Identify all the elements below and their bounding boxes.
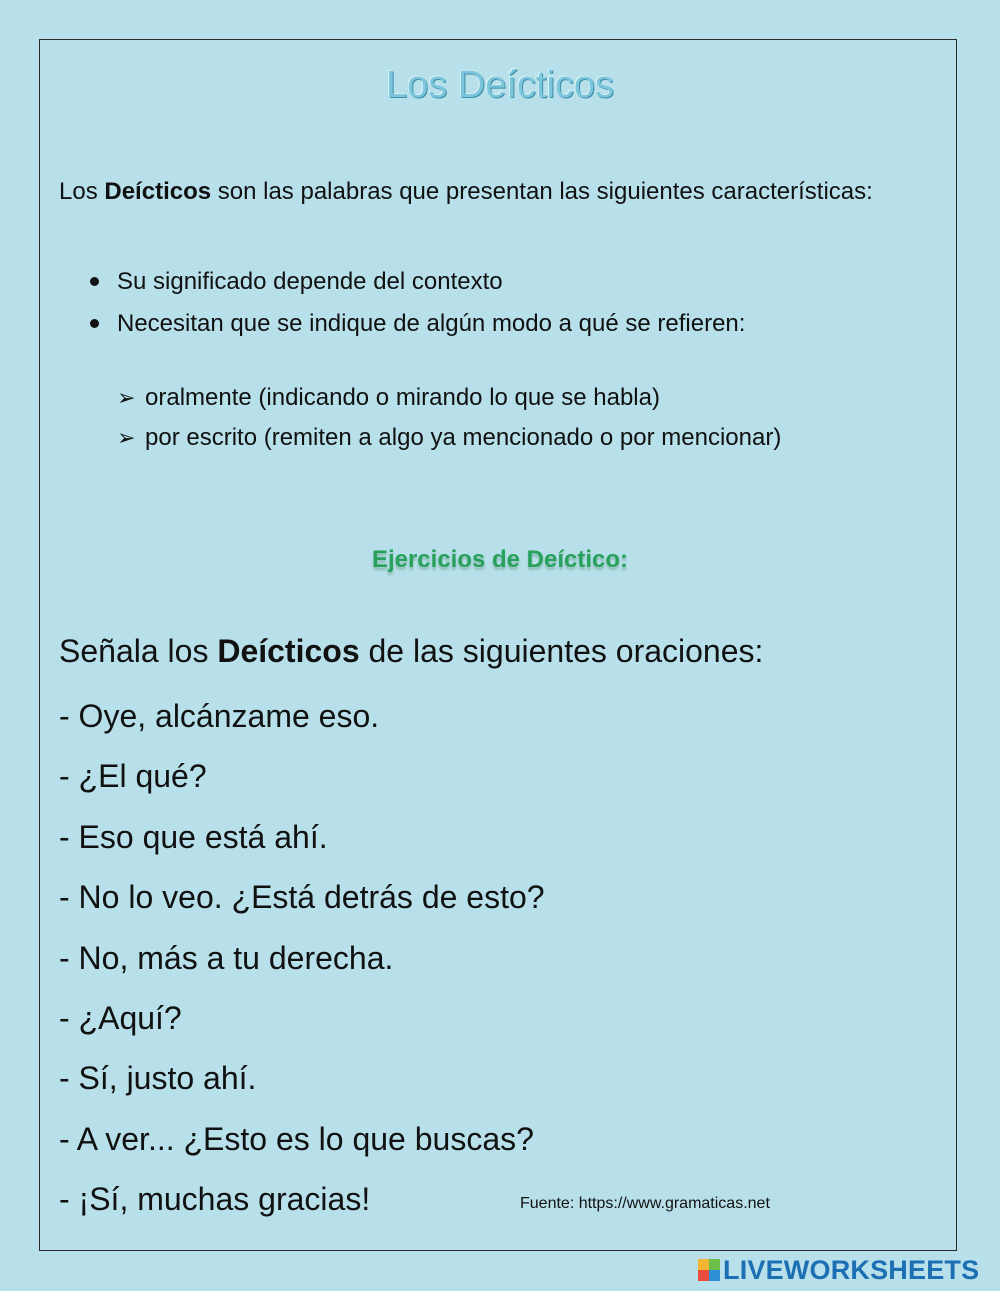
intro-post: son las palabras que presentan las siguientes características: — [211, 178, 873, 205]
logo-cell — [698, 1270, 709, 1281]
exercise-prompt: Señala los Deícticos de las siguientes oraciones: — [59, 633, 764, 669]
list-item: ➢ por escrito (remiten a algo ya mencionado o por mencionar) — [117, 419, 781, 459]
dialog-line[interactable]: - ¡Sí, muchas gracias! — [59, 1181, 371, 1218]
dialog-lines — [59, 694, 545, 1238]
brand-name: LIVEWORKSHEETS — [723, 1254, 980, 1285]
intro-paragraph — [59, 172, 879, 212]
exercise-title: Ejercicios de Deíctico: — [371, 546, 629, 573]
dialog-line[interactable]: - Eso que está ahí. — [59, 818, 328, 855]
list-item: Su significado depende del contexto — [90, 263, 745, 305]
logo-cell — [709, 1270, 720, 1281]
liveworksheets-logo — [698, 1255, 979, 1285]
source-credit: Fuente: https://www.gramaticas.net — [520, 1195, 770, 1212]
logo-cell — [709, 1259, 720, 1270]
dialog-line[interactable]: - A ver... ¿Esto es lo que buscas? — [59, 1120, 534, 1157]
dialog-line[interactable]: - No, más a tu derecha. — [59, 939, 394, 976]
page-title: Los Deícticos — [385, 64, 615, 106]
dialog-line[interactable]: - ¿El qué? — [59, 758, 207, 795]
bullet-dot-icon — [90, 277, 99, 286]
dialog-line[interactable]: - ¿Aquí? — [59, 999, 182, 1036]
arrow-bullet-icon: ➢ — [117, 385, 136, 410]
logo-cell — [698, 1259, 709, 1270]
list-item: ➢ oralmente (indicando o mirando lo que se habla) — [117, 379, 781, 419]
dialog-line[interactable]: - Oye, alcánzame eso. — [59, 698, 380, 734]
bullet-dot-icon — [90, 319, 99, 328]
list-item: Necesitan que se indique de algún modo a qué se refieren: — [90, 305, 745, 347]
characteristics-list — [90, 263, 745, 347]
arrow-bullet-icon: ➢ — [117, 425, 136, 450]
logo-grid-icon — [698, 1259, 720, 1281]
prompt-bold: Deícticos — [217, 633, 360, 669]
intro-pre: Los — [59, 178, 105, 205]
dialog-line[interactable]: - No lo veo. ¿Está detrás de esto? — [59, 879, 545, 916]
dialog-line[interactable]: - Sí, justo ahí. — [59, 1060, 257, 1097]
intro-bold: Deícticos — [104, 178, 212, 205]
sub-list — [117, 379, 781, 459]
